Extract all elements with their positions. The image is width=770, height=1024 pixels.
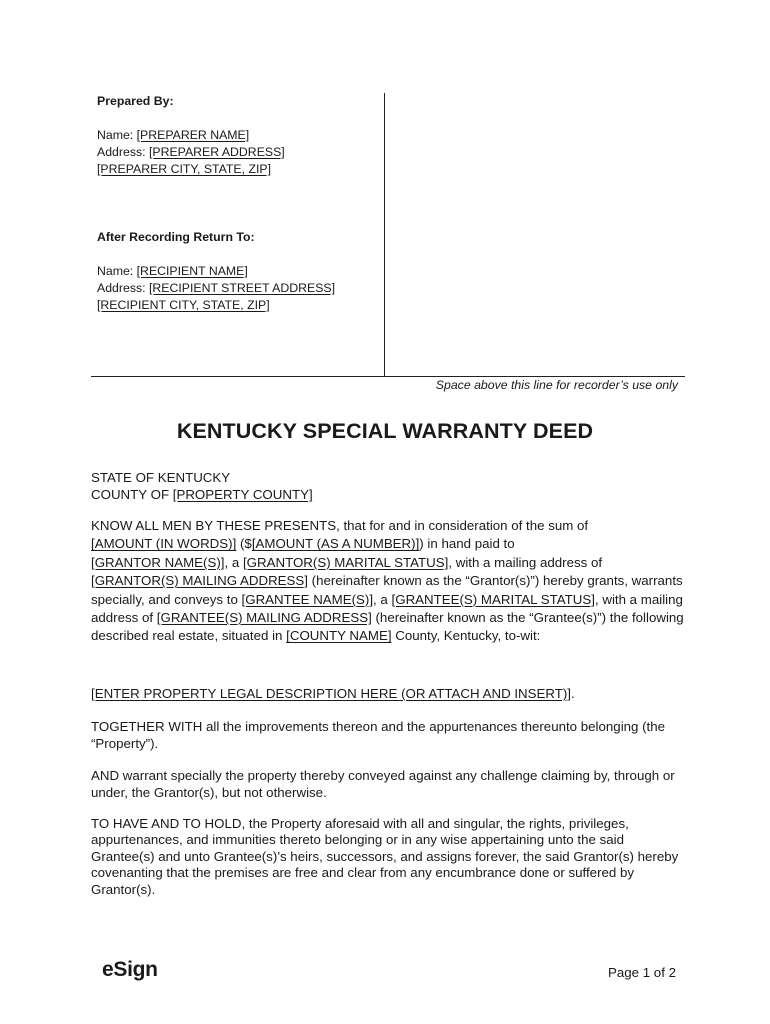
legal-description-paragraph [91,685,686,703]
return-to-heading: After Recording Return To: [97,230,255,244]
consideration-paragraph [91,517,686,646]
amount-words-field[interactable]: [AMOUNT (IN WORDS)] [91,536,237,552]
grantee-marital-status-field[interactable]: [GRANTEE(S) MARITAL STATUS] [391,591,595,607]
recorder-space-note: Space above this line for recorder’s use only [435,378,678,392]
county-name-field[interactable]: [COUNTY NAME] [286,628,392,644]
legal-description-suffix: . [571,686,575,701]
prepared-by-block [97,93,285,178]
preparer-city-field[interactable]: [PREPARER CITY, STATE, ZIP] [97,162,272,176]
page-number: Page 1 of 2 [607,965,676,980]
grantee-name-field[interactable]: [GRANTEE NAME(S)] [241,591,374,607]
property-county-field[interactable]: [PROPERTY COUNTY] [172,487,313,502]
recorder-box-vertical-divider [384,93,385,377]
together-with-paragraph: TOGETHER WITH all the improvements thereon and the appurtenances thereunto belonging (the “Property”). [91,719,666,751]
legal-description-field[interactable]: [ENTER PROPERTY LEGAL DESCRIPTION HERE (OR ATTACH AND INSERT)] [91,686,572,701]
preparer-name-label: Name: [97,128,134,142]
recipient-name-field[interactable]: [RECIPIENT NAME] [136,264,248,278]
return-to-block [97,229,335,314]
preparer-name-field[interactable]: [PREPARER NAME] [136,128,250,142]
venue-block [91,469,686,503]
grantor-name-field[interactable]: [GRANTOR NAME(S)] [91,554,225,570]
recipient-city-field[interactable]: [RECIPIENT CITY, STATE, ZIP] [97,298,270,312]
preparer-address-field[interactable]: [PREPARER ADDRESS] [148,145,285,159]
consideration-text-2: ($ [236,536,252,552]
grantor-mailing-address-field[interactable]: [GRANTOR(S) MAILING ADDRESS] [91,573,308,589]
consideration-text-10: County, Kentucky, to-wit: [391,628,541,644]
grantor-marital-status-field[interactable]: [GRANTOR(S) MARITAL STATUS] [242,554,449,570]
amount-number-field[interactable]: [AMOUNT (AS A NUMBER)] [251,536,420,552]
recipient-address-field[interactable]: [RECIPIENT STREET ADDRESS] [148,281,336,295]
document-title: KENTUCKY SPECIAL WARRANTY DEED [176,419,594,443]
prepared-by-heading: Prepared By: [97,94,174,108]
consideration-text-8: , with a mailing address of [91,591,683,626]
recipient-name-line [97,263,335,280]
recipient-name-label: Name: [97,264,134,278]
state-line: STATE OF KENTUCKY [91,470,231,485]
county-line [91,486,686,503]
consideration-text-1: KNOW ALL MEN BY THESE PRESENTS, that for and in consideration of the sum of [91,518,589,533]
and-warrant-paragraph: AND warrant specially the property thereby conveyed against any challenge claiming by, through or under, the Grantor(s), but not otherwise. [91,768,675,800]
consideration-text-6: (hereinafter known as the “Grantor(s)”) hereby grants, warrants specially, and conveys to [91,573,683,607]
consideration-text-4: , a [224,554,243,570]
preparer-city-line [97,161,285,178]
consideration-text-3: ) in hand paid to [419,536,515,552]
consideration-text-9: (hereinafter known as the “Grantee(s)”) the following described real estate, situated in [91,610,684,644]
grantee-mailing-address-field[interactable]: [GRANTEE(S) MAILING ADDRESS] [156,610,372,626]
recipient-address-label: Address: [97,281,146,295]
consideration-text-5: , with a mailing address of [448,554,603,570]
preparer-address-line [97,144,285,161]
preparer-address-label: Address: [97,145,146,159]
recorder-box-horizontal-divider [91,376,685,377]
recipient-city-line [97,297,335,314]
county-label: COUNTY OF [91,487,170,502]
to-have-and-to-hold-paragraph: TO HAVE AND TO HOLD, the Property aforesaid with all and singular, the rights, privileges, appurtenances, and immunities thereto belonging or in any wise appertaining unto the said Grantee(s) and unto Grantee(s)’s heirs, successors, and assigns forever, the said Grantor(s) hereby covenanting that the premises are free and clear from any encumbrance done or suffered by Grantor(s). [91,816,679,897]
esign-logo: eSign [102,958,158,981]
recipient-address-line [97,280,335,297]
preparer-name-line [97,127,285,144]
consideration-text-7: , a [373,591,392,607]
